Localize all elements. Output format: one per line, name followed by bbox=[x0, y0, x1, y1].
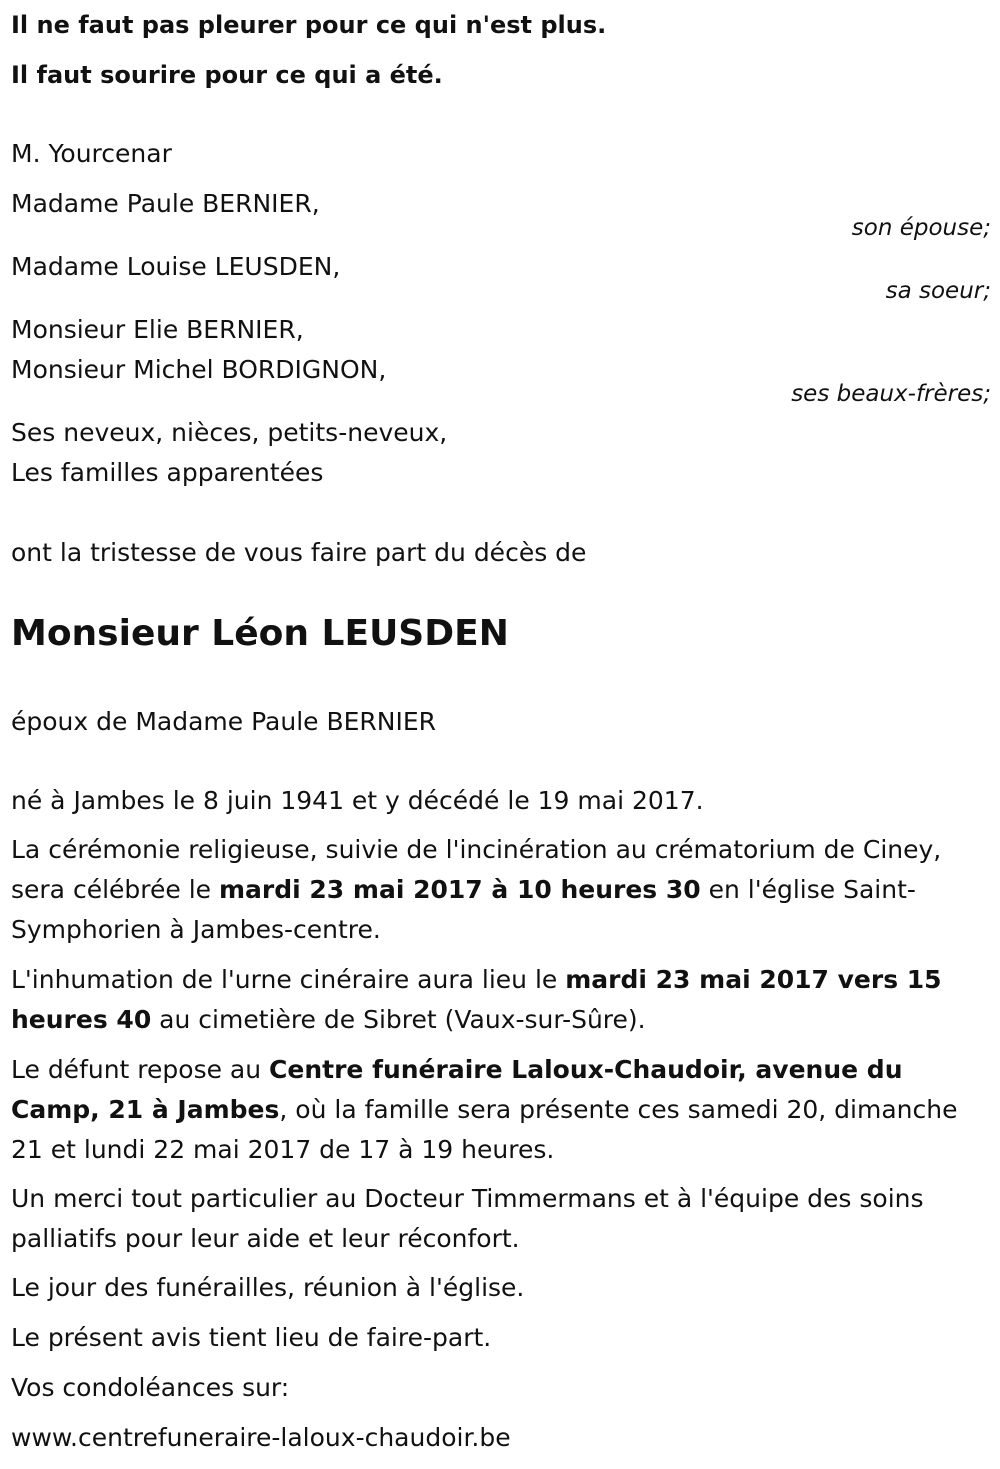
inhumation-text-after: au cimetière de Sibret (Vaux-sur-Sûre). bbox=[151, 1005, 646, 1034]
birth-death-line: né à Jambes le 8 juin 1941 et y décédé le 19 mai 2017. bbox=[11, 786, 704, 815]
quote-author: M. Yourcenar bbox=[11, 139, 172, 168]
visitation-paragraph bbox=[11, 1050, 986, 1170]
sister-role: sa soeur; bbox=[885, 278, 991, 304]
inhumation-datetime: mardi 23 mai 2017 vers 15 heures 40 bbox=[11, 965, 942, 1034]
ceremony-text-before: La cérémonie religieuse, suivie de l'incinération au crématorium de Ciney, sera célébrée le bbox=[11, 835, 942, 904]
visitation-text-after: , où la famille sera présente ces samedi 20, dimanche 21 et lundi 22 mai 2017 de 17 à 19 heures. bbox=[11, 1095, 958, 1164]
inhumation-paragraph bbox=[11, 960, 986, 1040]
spouse-name: Madame Paule BERNIER, bbox=[11, 189, 320, 218]
funeral-day-line: Le jour des funérailles, réunion à l'église. bbox=[11, 1273, 525, 1302]
ceremony-datetime: mardi 23 mai 2017 à 10 heures 30 bbox=[218, 875, 701, 904]
quote-line-2: Il faut sourire pour ce qui a été. bbox=[11, 61, 443, 89]
brothers-in-law-role: ses beaux-frères; bbox=[791, 381, 991, 407]
ceremony-paragraph bbox=[11, 830, 986, 950]
visitation-place: Centre funéraire Laloux-Chaudoir, avenue du Camp, 21 à Jambes bbox=[11, 1055, 903, 1124]
relatives-line: Les familles apparentées bbox=[11, 458, 324, 487]
notice-line: Le présent avis tient lieu de faire-part. bbox=[11, 1323, 492, 1352]
thanks-paragraph: Un merci tout particulier au Docteur Timmermans et à l'équipe des soins palliatifs pour leur aide et leur réconfort. bbox=[11, 1184, 924, 1253]
website-link[interactable]: www.centrefuneraire-laloux-chaudoir.be bbox=[11, 1423, 511, 1452]
visitation-text-before: Le défunt repose au bbox=[11, 1055, 270, 1084]
sister-name: Madame Louise LEUSDEN, bbox=[11, 252, 341, 281]
announcement-line: ont la tristesse de vous faire part du décès de bbox=[11, 538, 587, 567]
nephews-line: Ses neveux, nièces, petits-neveux, bbox=[11, 418, 448, 447]
spouse-role: son épouse; bbox=[851, 215, 991, 241]
quote-line-1: Il ne faut pas pleurer pour ce qui n'est plus. bbox=[11, 11, 607, 39]
obituary-page bbox=[11, 0, 991, 1469]
spouse-of-line: époux de Madame Paule BERNIER bbox=[11, 707, 437, 736]
ceremony-text-after: en l'église Saint-Symphorien à Jambes-centre. bbox=[11, 875, 916, 944]
inhumation-text-before: L'inhumation de l'urne cinéraire aura lieu le bbox=[11, 965, 566, 994]
brother-in-law-1: Monsieur Elie BERNIER, bbox=[11, 315, 304, 344]
brother-in-law-2: Monsieur Michel BORDIGNON, bbox=[11, 355, 387, 384]
deceased-name: Monsieur Léon LEUSDEN bbox=[11, 613, 509, 654]
condolences-label: Vos condoléances sur: bbox=[11, 1373, 290, 1402]
